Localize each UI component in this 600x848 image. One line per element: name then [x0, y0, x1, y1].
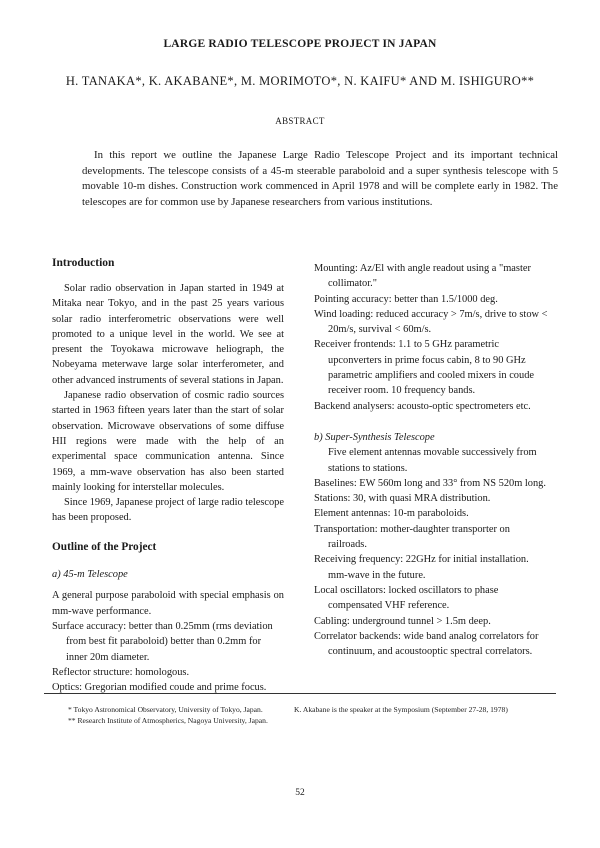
page-number: 52	[295, 788, 305, 798]
spec-stations: Stations: 30, with quasi MRA distribution.	[314, 493, 491, 505]
spec-mounting: Mounting: Az/El with angle readout using a "master collimator."	[314, 263, 531, 290]
introduction-heading: Introduction	[52, 257, 115, 269]
left-column	[52, 281, 284, 695]
subsection-a-heading: a) 45-m Telescope	[52, 569, 128, 581]
spec-correlator-backends: Correlator backends: wide band analog correlators for continuum, and acoustooptic spectral correlators.	[314, 630, 539, 658]
abstract-heading: ABSTRACT	[275, 116, 325, 126]
spec-element-antennas: Element antennas: 10-m paraboloids.	[314, 508, 469, 520]
paper-title: LARGE RADIO TELESCOPE PROJECT IN JAPAN	[163, 38, 437, 50]
subsection-b-heading: b) Super-Synthesis Telescope	[314, 431, 435, 443]
spec-optics: Optics: Gregorian modified coude and prime focus.	[52, 682, 267, 694]
footnote-nagoya: ** Research Institute of Atmospherics, Nagoya University, Japan.	[68, 716, 268, 725]
spec-surface-accuracy: Surface accuracy: better than 0.25mm (rms deviation from best fit paraboloid) better than 0.2mm for inner 20m diameter.	[52, 620, 273, 663]
spec-backend-analysers: Backend analysers: acousto-optic spectrometers etc.	[314, 400, 531, 412]
spec-cabling: Cabling: underground tunnel > 1.5m deep.	[314, 615, 491, 627]
subsection-b-intro: Five element antennas movable successively from stations to stations.	[328, 447, 537, 474]
subsection-a-intro: A general purpose paraboloid with special emphasis on mm-wave performance.	[52, 590, 284, 617]
spec-reflector-structure: Reflector structure: homologous.	[52, 666, 190, 678]
footnote-tokyo: * Tokyo Astronomical Observatory, University of Tokyo, Japan.	[68, 705, 263, 714]
spec-wind-loading: Wind loading: reduced accuracy > 7m/s, drive to stow < 20m/s, survival < 60m/s.	[314, 308, 548, 336]
intro-paragraph-2: Japanese radio observation of cosmic radio sources started in 1963 fifteen years later than the start of solar observation. Microwave observations of some diffuse HII regions were made with the help of an experimental space communication antenna. Since 1969, a mm-wave observation has also been started mainly looking for interstellar molecules.	[52, 390, 284, 493]
author-list: H. TANAKA*, K. AKABANE*, M. MORIMOTO*, N. KAIFU* AND M. ISHIGURO**	[65, 74, 535, 88]
footnote-divider	[44, 693, 556, 694]
abstract-block	[82, 148, 558, 210]
spec-receiver-frontends: Receiver frontends: 1.1 to 5 GHz parametric upconverters in prime focus cabin, 8 to 90 GHz parametric amplifiers and cooled mixers in coude receiver room. 10 frequency bands.	[314, 339, 535, 397]
footnote-speaker: K. Akabane is the speaker at the Symposium (September 27-28, 1978)	[294, 705, 508, 714]
spec-receiving-frequency: Receiving frequency: 22GHz for initial installation. mm-wave in the future.	[314, 554, 529, 581]
footnotes-left	[68, 704, 298, 726]
footnotes-right	[294, 704, 554, 715]
spec-transportation: Transportation: mother-daughter transporter on railroads.	[314, 523, 510, 551]
outline-heading: Outline of the Project	[52, 540, 157, 553]
intro-paragraph-1: Solar radio observation in Japan started in 1949 at Mitaka near Tokyo, and in the past 25 years various solar radio interferometric observations were well promoted to a unique level in the world. We see at present the Toyokawa microwave heliograph, the Nobeyama meterwave large solar interferometer, and other advanced instruments of several stations in Japan.	[52, 283, 284, 386]
right-column	[314, 261, 548, 659]
spec-baselines: Baselines: EW 560m long and 33° from NS 520m long.	[314, 477, 546, 489]
spec-pointing: Pointing accuracy: better than 1.5/1000 deg.	[314, 293, 498, 305]
spec-local-oscillators: Local oscillators: locked oscillators to phase compensated VHF reference.	[314, 584, 499, 612]
intro-paragraph-3: Since 1969, Japanese project of large radio telescope has been proposed.	[52, 497, 284, 524]
abstract-text: In this report we outline the Japanese Large Radio Telescope Project and its important technical developments. The telescope consists of a 45-m steerable paraboloid and a super synthesis telescope with 5 movable 10-m dishes. Construction work commenced in April 1978 and will be complete early in 1982. The telescopes are for common use by Japanese researchers from various institutions.	[82, 149, 558, 208]
